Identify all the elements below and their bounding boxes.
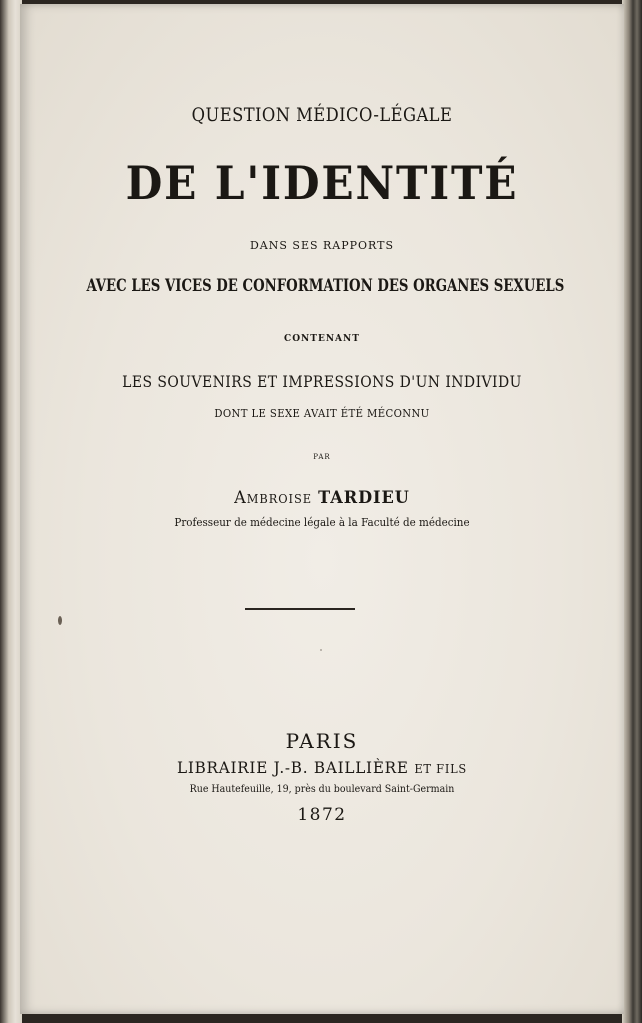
author-name xyxy=(35,488,609,508)
divider-rule xyxy=(245,608,355,610)
subtitle-dont: DONT LE SEXE AVAIT ÉTÉ MÉCONNU xyxy=(214,407,430,420)
publisher-suffix: ET FILS xyxy=(414,762,468,776)
subtitle-dans: DANS SES RAPPORTS xyxy=(249,239,395,252)
subtitle-souvenirs: LES SOUVENIRS ET IMPRESSIONS D'UN INDIVIDU xyxy=(122,373,522,391)
author-title: Professeur de médecine légale à la Faculté de médecine xyxy=(174,516,470,529)
subtitle-contenant: CONTENANT xyxy=(284,334,360,344)
subtitle-avec: AVEC LES VICES DE CONFORMATION DES ORGANES SEXUELS xyxy=(86,276,565,296)
imprint-publisher xyxy=(35,758,609,777)
paper-speck xyxy=(320,649,322,651)
par-label: PAR xyxy=(313,453,331,461)
main-title: DE L'IDENTITÉ xyxy=(125,156,519,210)
subtitle-question: QUESTION MÉDICO-LÉGALE xyxy=(191,104,453,126)
book-binding-right xyxy=(622,0,642,1023)
imprint-city: PARIS xyxy=(285,729,359,753)
imprint-year: 1872 xyxy=(297,805,347,825)
author-first-name: Ambroise xyxy=(234,488,313,508)
imprint-address: Rue Hautefeuille, 19, près du boulevard Saint-Germain xyxy=(189,783,455,795)
paper-speck xyxy=(58,616,62,625)
publisher-main: LIBRAIRIE J.-B. BAILLIÈRE xyxy=(176,758,409,777)
book-binding-left xyxy=(0,0,22,1023)
title-page xyxy=(20,4,624,1014)
author-last-name: TARDIEU xyxy=(318,488,410,508)
